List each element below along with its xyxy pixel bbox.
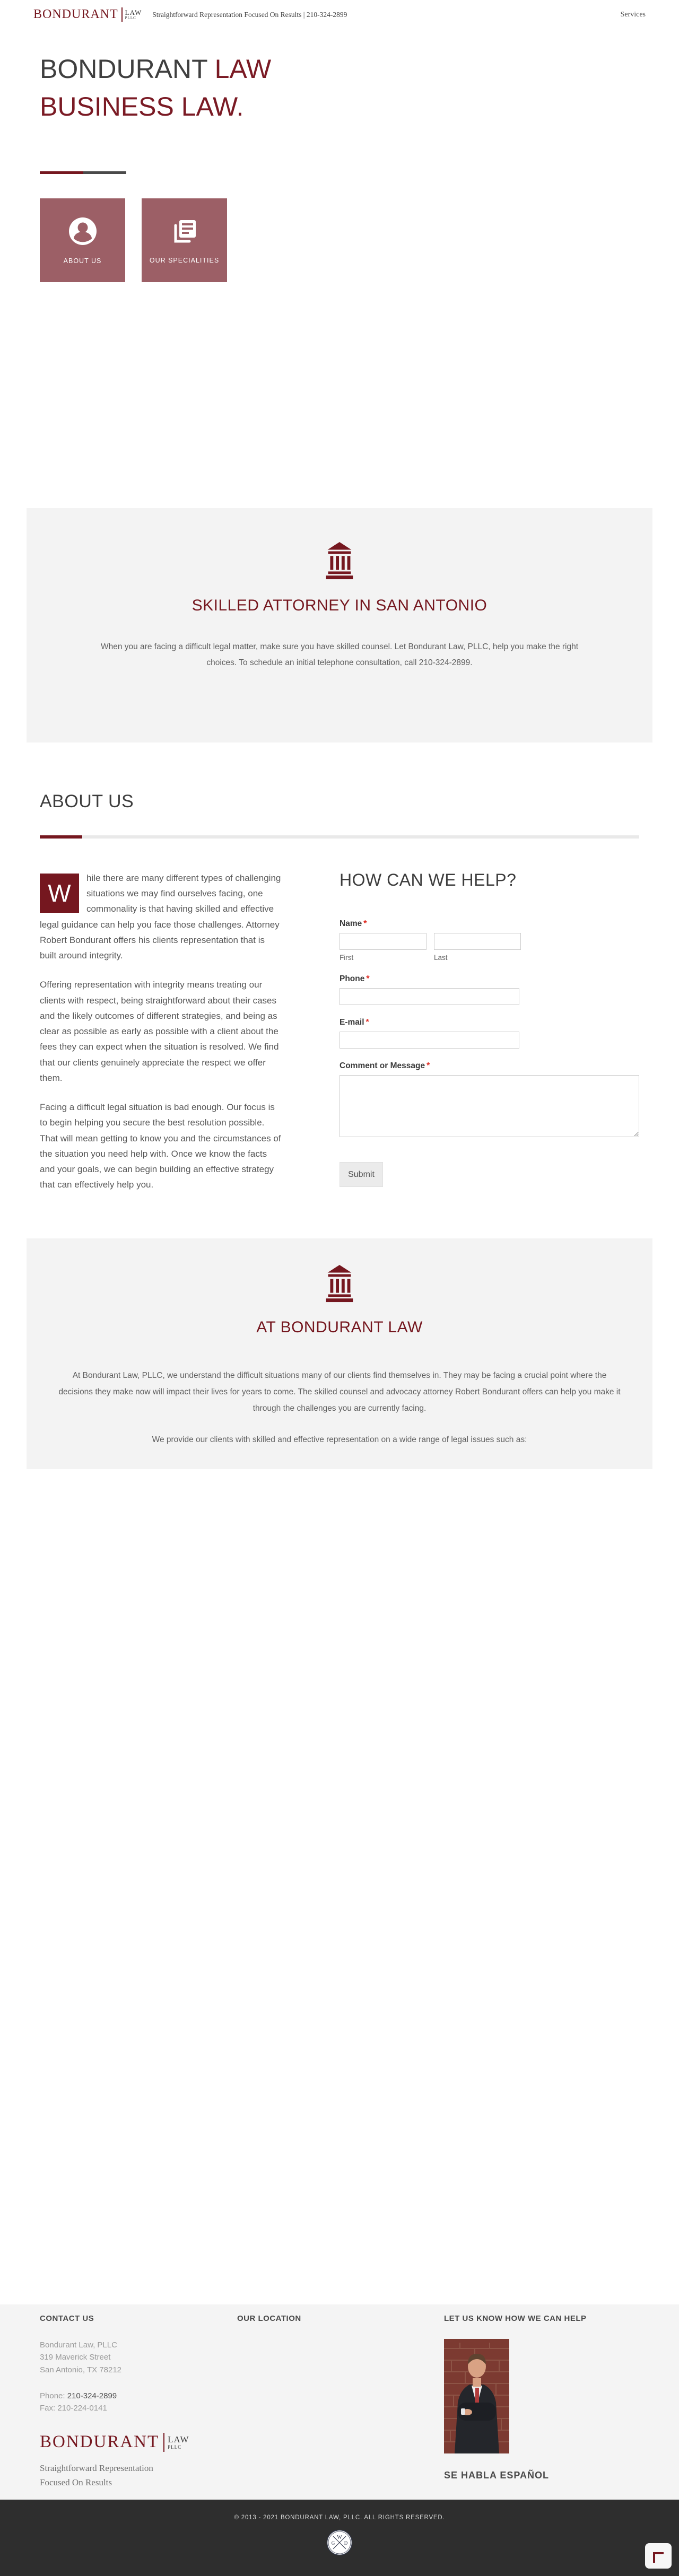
last-name-sublabel: Last	[434, 954, 448, 962]
corner-arrow-icon	[653, 2552, 664, 2563]
site-header	[0, 0, 679, 29]
at-bondurant-paragraph-2: We provide our clients with skilled and effective representation on a wide range of legal issues such as:	[152, 1435, 527, 1444]
skilled-attorney-section	[27, 508, 652, 743]
contact-form	[340, 919, 639, 1187]
bottom-bar	[0, 2500, 679, 2576]
footer-location-column	[237, 2314, 444, 2490]
let-us-know-heading: LET US KNOW HOW WE CAN HELP	[444, 2314, 587, 2323]
comment-label: Comment or Message	[340, 1061, 425, 1070]
logo-pllc: PLLC	[125, 16, 136, 20]
hero-title-dark: BONDURANT	[40, 54, 215, 84]
footer-phone-link[interactable]: 210-324-2899	[67, 2391, 117, 2400]
skilled-attorney-heading: SKILLED ATTORNEY IN SAN ANTONIO	[191, 597, 488, 614]
footer-firm-name: Bondurant Law, PLLC	[40, 2341, 117, 2350]
last-name-input[interactable]	[434, 933, 521, 950]
logo-law: LAW	[125, 8, 142, 16]
required-asterisk: *	[365, 1018, 369, 1027]
about-paragraph-2: Offering representation with integrity means treating our clients with respect, being straightforward about their cases and the likely outcomes of different strategies, and being as clear as possible as early as possible with a client about the fees they can expect when the situation is resolved. We find that our clients genuinely appreciate the respect we offer them.	[40, 980, 279, 1083]
email-field-group	[340, 1018, 639, 1049]
phone-input[interactable]	[340, 988, 519, 1005]
footer-contact-column	[40, 2314, 237, 2490]
header-logo[interactable]	[33, 7, 142, 22]
about-us-section	[0, 743, 679, 1238]
hero-title	[40, 50, 639, 126]
person-icon	[68, 216, 98, 248]
hero-title-line2: BUSINESS LAW.	[40, 92, 244, 121]
about-us-button[interactable]	[40, 198, 125, 282]
email-input[interactable]	[340, 1032, 519, 1049]
footer-city: San Antonio, TX 78212	[40, 2365, 122, 2374]
footer-phone-line: Phone: 210-324-2899	[40, 2391, 117, 2400]
first-name-input[interactable]	[340, 933, 426, 950]
about-paragraph-1: W hile there are many different types of challenging situations we may find ourselves facing, one commonality is that having skilled and effective legal guidance can help you face those challenges. Attorney Robert Bondurant offers his clients representation that is built around integrity.	[40, 873, 281, 961]
at-bondurant-section	[27, 1238, 652, 1469]
footer-address	[40, 2339, 237, 2376]
hero-section	[0, 29, 679, 508]
empty-content-region	[0, 1469, 679, 2304]
first-name-sublabel: First	[340, 954, 354, 962]
comment-textarea[interactable]	[340, 1075, 639, 1137]
required-asterisk: *	[366, 974, 370, 983]
footer-help-column	[444, 2314, 639, 2490]
footer-logo-divider	[163, 2433, 164, 2452]
hero-divider	[40, 171, 126, 174]
required-asterisk: *	[426, 1061, 430, 1070]
footer-logo-pllc: PLLC	[168, 2444, 182, 2450]
footer	[0, 2304, 679, 2500]
name-label: Name	[340, 919, 362, 928]
email-label: E-mail	[340, 1018, 364, 1027]
nav-services[interactable]: Services	[620, 10, 646, 19]
courthouse-pillar-icon	[323, 1296, 356, 1305]
dropcap-letter: W	[40, 874, 79, 913]
hero-buttons	[40, 198, 639, 282]
skilled-attorney-text: When you are facing a difficult legal matter, make sure you have skilled counsel. Let Bondurant Law, PLLC, help you make the right choices. To schedule an initial telephone consultation, call 210-324-2899.	[100, 642, 579, 668]
about-divider	[40, 835, 639, 839]
our-specialities-button[interactable]	[142, 198, 227, 282]
our-location-heading: OUR LOCATION	[237, 2314, 301, 2323]
about-us-heading: ABOUT US	[40, 791, 134, 811]
footer-tagline: Straightforward Representation Focused On Results	[40, 2463, 153, 2487]
phone-label: Phone	[340, 974, 365, 983]
svg-text:G: G	[331, 2540, 335, 2546]
required-asterisk: *	[363, 919, 367, 928]
contact-us-heading: CONTACT US	[40, 2314, 94, 2323]
logo-wordmark: BONDURANT	[33, 7, 118, 21]
header-tagline: Straightforward Representation Focused On Results | 210-324-2899	[152, 10, 347, 19]
about-text-column	[40, 870, 281, 1206]
comment-field-group	[340, 1061, 639, 1140]
submit-button[interactable]: Submit	[340, 1162, 383, 1187]
contact-form-heading: HOW CAN WE HELP?	[340, 870, 517, 889]
phone-field-group	[340, 974, 639, 1005]
attorney-portrait-photo	[444, 2339, 639, 2456]
footer-fax-line: Fax: 210-224-0141	[40, 2404, 107, 2413]
courthouse-pillar-icon	[323, 573, 356, 582]
at-bondurant-heading: AT BONDURANT LAW	[256, 1318, 423, 1336]
footer-street: 319 Maverick Street	[40, 2353, 111, 2362]
at-bondurant-paragraph-1: At Bondurant Law, PLLC, we understand the difficult situations many of our clients find themselves in. They may be facing a crucial point where the decisions they make now will impact their lives for years to come. The skilled counsel and advocacy attorney Robert Bondurant offers can help you make it through the challenges you are currently facing.	[58, 1371, 621, 1413]
copyright-text: © 2013 - 2021 BONDURANT LAW, PLLC. ALL RIGHTS RESERVED.	[234, 2514, 445, 2521]
se-habla-espanol-text: SE HABLA ESPAÑOL	[444, 2470, 550, 2481]
footer-logo[interactable]	[40, 2432, 237, 2452]
hero-title-red: LAW	[214, 54, 272, 84]
about-us-button-label: ABOUT US	[63, 257, 102, 265]
svg-text:D: D	[344, 2540, 348, 2546]
svg-text:W: W	[337, 2535, 342, 2540]
about-paragraph-3: Facing a difficult legal situation is bad enough. Our focus is to begin helping you secure the best resolution possible. That will mean getting to know you and the circumstances of the situation you need help with. Once we know the facts and your goals, we can begin building an effective strategy that can effectively help you.	[40, 1102, 281, 1190]
our-specialities-button-label: OUR SPECIALITIES	[149, 256, 220, 264]
name-field-group	[340, 919, 639, 962]
documents-icon	[170, 217, 199, 247]
logo-divider	[121, 7, 123, 22]
contact-form-column	[340, 870, 639, 1187]
scroll-to-top-button[interactable]	[645, 2543, 672, 2569]
wgd-designer-badge-icon[interactable]	[326, 2529, 353, 2558]
footer-logo-law: LAW	[168, 2434, 189, 2444]
footer-logo-wordmark: BONDURANT	[40, 2432, 160, 2452]
